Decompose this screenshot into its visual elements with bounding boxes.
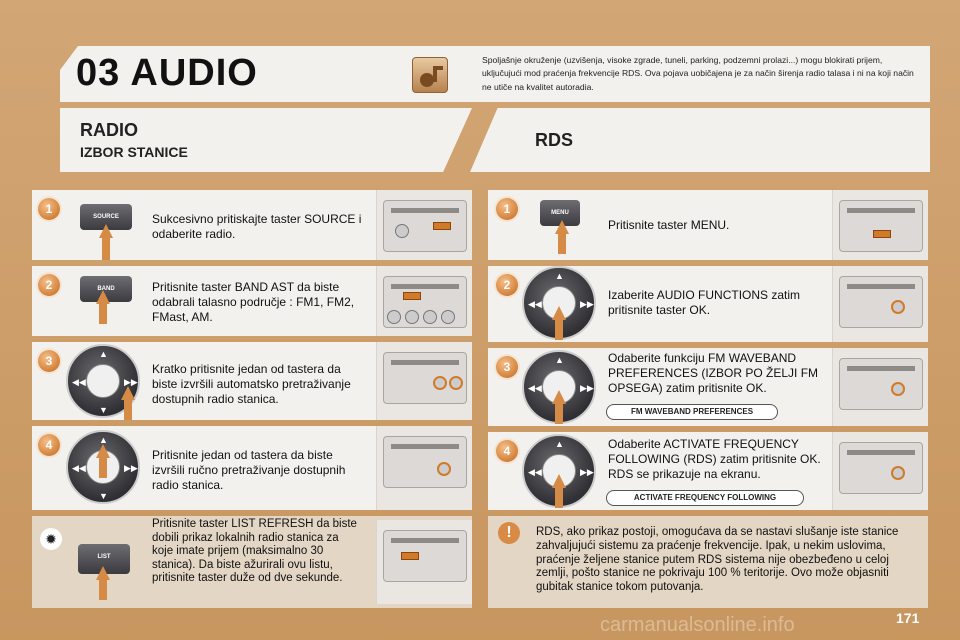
step-text: Odaberite funkciju FM WAVEBAND PREFERENCES (IZBOR PO ŽELJI FM OPSEGA) zatim pritisnite OK. xyxy=(608,351,819,395)
page-number: 171 xyxy=(896,610,920,626)
intro-text: Spoljašnje okruženje (uzvišenja, visoke zgrade, tuneli, parking, podzemni prolazi...) mogu blokirati prijem, uključujući mod praćenja frekvencije RDS. Ova pojava uobičajena je za način širenja radio talasa i ni na koji način ne utiče na kvalitet autoradia. xyxy=(480,46,930,102)
step-number: 4 xyxy=(496,440,518,462)
list-refresh-key: LIST xyxy=(78,544,130,574)
step-text: Pritisnite jedan od tastera da biste izvršili ručno pretraživanje dostupnih radio stanica. xyxy=(152,448,346,492)
source-key: SOURCE xyxy=(80,204,132,230)
step-text: Odaberite ACTIVATE FREQUENCY FOLLOWING (RDS) zatim pritisnite OK. RDS se prikazuje na ekranu. xyxy=(608,437,821,481)
radio-unit-image xyxy=(376,426,472,510)
radio-unit-image xyxy=(376,520,472,604)
page-title: 03 AUDIO xyxy=(76,52,258,94)
activate-frequency-following-label: ACTIVATE FREQUENCY FOLLOWING xyxy=(606,490,804,506)
step-number: 3 xyxy=(496,356,518,378)
press-arrow-stem xyxy=(555,402,563,424)
radio-unit-image xyxy=(376,342,472,420)
watermark: carmanualsonline.info xyxy=(600,614,795,636)
step-text: Pritisnite taster MENU. xyxy=(608,218,730,232)
press-arrow-stem xyxy=(558,232,566,254)
navigation-pad-icon: ▲ ◀◀ ▶▶ xyxy=(522,266,596,340)
radio-unit-image xyxy=(832,348,928,426)
step-number: 1 xyxy=(38,198,60,220)
press-arrow-icon xyxy=(99,224,113,238)
press-arrow-stem xyxy=(102,238,110,260)
step-text: Sukcesivno pritiskajte taster SOURCE i odaberite radio. xyxy=(152,212,362,241)
tip-sun-icon: ✹ xyxy=(40,528,62,550)
menu-key: MENU xyxy=(540,200,580,226)
radio-unit-image xyxy=(376,266,472,336)
audio-icon xyxy=(412,57,448,93)
tip-text: Pritisnite taster LIST REFRESH da biste dobili prikaz lokalnih radio stanica za koje imate prijem (maksimalno 30 stanica). Da biste ažurirali ovu listu, pritisnite taster duže od dve sekunde. xyxy=(152,518,357,585)
station-selection-subheading: IZBOR STANICE xyxy=(80,144,188,160)
press-arrow-stem xyxy=(99,578,107,600)
step-number: 2 xyxy=(496,274,518,296)
warning-icon: ! xyxy=(498,522,520,544)
navigation-pad-icon: ▲ ◀◀ ▶▶ xyxy=(522,350,596,424)
step-text: Izaberite AUDIO FUNCTIONS zatim pritisnite taster OK. xyxy=(608,288,801,317)
note-text: RDS, ako prikaz postoji, omogućava da se nastavi slušanje iste stanice zahvaljujući sistemu za praćenje frekvencije. Ipak, u nekim uslovima, praćenje željene stanice putem RDS sistema nije obezbeđeno u celoj zemlji, pošto stanice ne pokrivaju 100 % teritorije. Ovo može objasniti gubitak stanice tokom putovanja. xyxy=(536,526,899,594)
navigation-pad-icon: ▲ ▼ ◀◀ ▶▶ xyxy=(66,344,140,418)
step-number: 3 xyxy=(38,350,60,372)
band-key: BAND xyxy=(80,276,132,302)
press-arrow-stem xyxy=(124,398,132,420)
radio-unit-image xyxy=(832,190,928,260)
radio-unit-image xyxy=(376,190,472,260)
radio-unit-image xyxy=(832,432,928,510)
step-text: Kratko pritisnite jedan od tastera da biste izvršili automatsko pretraživanje dostupnih radio stanica. xyxy=(152,362,351,406)
step-number: 4 xyxy=(38,434,60,456)
press-arrow-stem xyxy=(555,318,563,340)
navigation-pad-icon: ▲ ▼ ◀◀ ▶▶ xyxy=(66,430,140,504)
press-arrow-stem xyxy=(555,486,563,508)
fm-waveband-preferences-label: FM WAVEBAND PREFERENCES xyxy=(606,404,778,420)
rds-heading: RDS xyxy=(535,130,574,150)
step-number: 2 xyxy=(38,274,60,296)
radio-unit-image xyxy=(832,266,928,342)
step-text: Pritisnite taster BAND AST da biste odabrali talasno područje : FM1, FM2, FMast, AM. xyxy=(152,280,355,324)
press-arrow-stem xyxy=(99,302,107,324)
radio-heading: RADIO xyxy=(80,120,138,140)
navigation-pad-icon: ▲ ◀◀ ▶▶ xyxy=(522,434,596,508)
press-arrow-stem xyxy=(99,456,107,478)
step-number: 1 xyxy=(496,198,518,220)
